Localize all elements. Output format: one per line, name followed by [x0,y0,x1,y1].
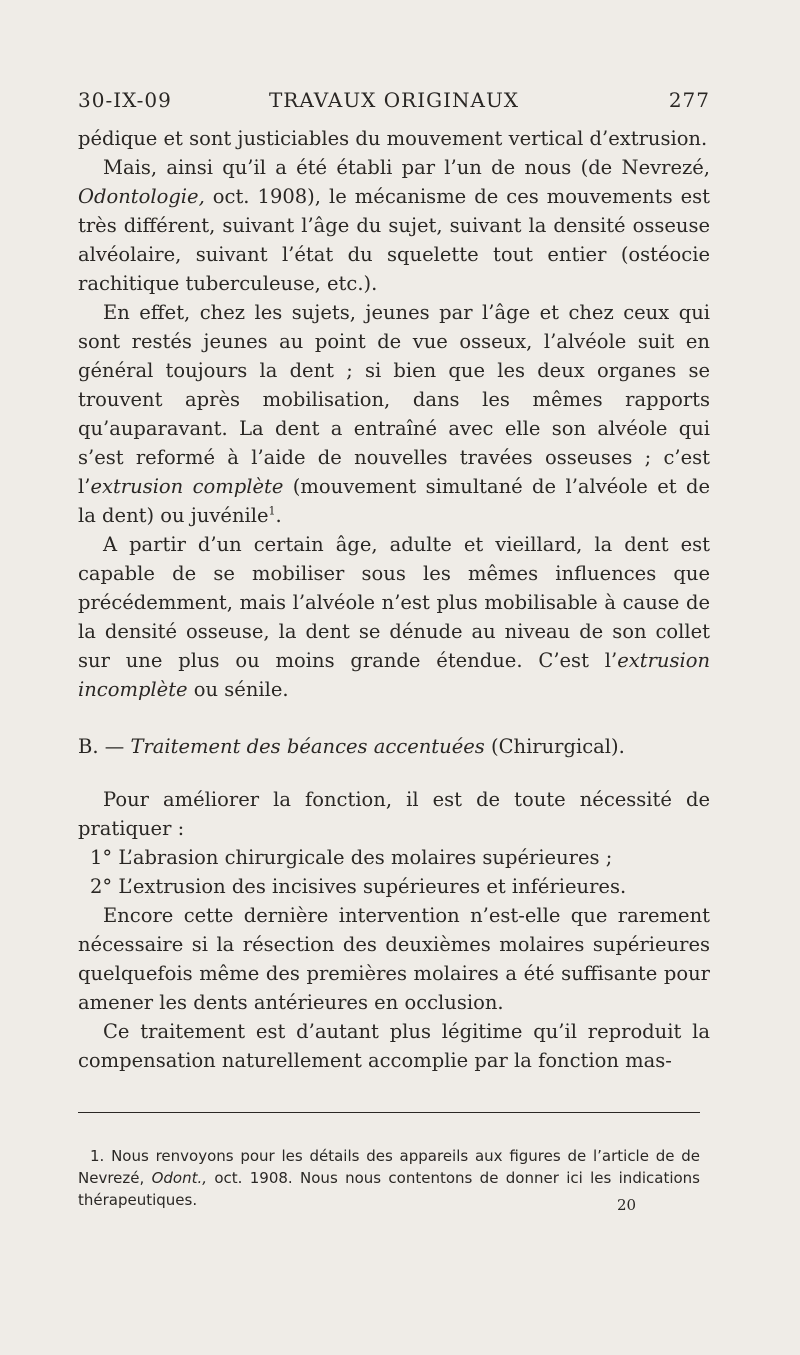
signature-mark: 20 [617,1196,637,1214]
paragraph-2-text-b: oct. 1908), le mécanisme de ces mouvements est très différent, suivant l’âge du sujet, suivant la densité osseuse alvéolaire, suivant l’état du squelette tout entier (ostéocie rachitique tuberculeuse, etc.). [78,185,710,295]
running-header [78,88,710,118]
paragraph-3-text-c: . [275,504,282,527]
section-heading-label: B. — [78,735,131,758]
main-text [78,124,710,1075]
paragraph-5: Pour améliorer la fonction, il est de toute nécessité de pratiquer : [78,788,710,840]
paragraph-1: pédique et sont justiciables du mouvement vertical d’extrusion. [78,127,708,150]
section-heading-suffix: (Chirurgical). [484,735,625,758]
footnote-journal: Odont., [151,1169,208,1187]
list-item-2: 2° L’extrusion des incisives supérieures et inférieures. [90,875,627,898]
paragraph-7: Ce traitement est d’autant plus légitime qu’il reproduit la compensation naturellement accomplie par la fonction mas- [78,1020,710,1072]
section-heading [78,732,710,761]
paragraph-3-term: extrusion complète [90,475,284,498]
paragraph-4-text-b: ou sénile. [187,678,289,701]
paragraph-4-term: extrusion incomplète [78,649,710,701]
paragraph-6: Encore cette dernière intervention n’est-elle que rarement nécessaire si la résection des deuxièmes molaires supérieures quelquefois même des premières molaires a été suffisante pour amener les dents antérieures en occlusion. [78,904,710,1014]
footnote-text-a: 1. Nous renvoyons pour les détails des appareils aux figures de l’article de de Nevrezé, [78,1147,700,1187]
section-heading-title: Traitement des béances accentuées [130,735,485,758]
header-date: 30-IX-09 [78,88,172,112]
paragraph-4-text-a: A partir d’un certain âge, adulte et vieillard, la dent est capable de se mobiliser sous les mêmes influences que précédemment, mais l’alvéole n’est plus mobilisable à cause de la densité osseuse, la dent se dénude au niveau de son collet sur une plus ou moins grande étendue. C’est l’ [78,533,710,672]
footnote-reference: 1 [268,504,276,518]
paragraph-4 [78,530,710,704]
footnote [78,1145,700,1211]
header-title: TRAVAUX ORIGINAUX [268,88,520,112]
paragraph-2-journal: Odontologie, [78,185,205,208]
list-item-1: 1° L’abrasion chirurgicale des molaires supérieures ; [90,846,613,869]
footnote-text-b: oct. 1908. Nous nous contentons de donner ici les indications thérapeutiques. [78,1169,700,1209]
footnote-divider [78,1112,700,1113]
paragraph-3 [78,298,710,530]
paragraph-3-text-b: (mouvement simultané de l’alvéole et de la dent) ou juvénile [78,475,710,527]
paragraph-2-text-a: Mais, ainsi qu’il a été établi par l’un de nous (de Nevrezé, [103,156,710,179]
paragraph-3-text-a: En effet, chez les sujets, jeunes par l’âge et chez ceux qui sont restés jeunes au point de vue osseux, l’alvéole suit en général toujours la dent ; si bien que les deux organes se trouvent après mobilisation, dans les mêmes rapports qu’auparavant. La dent a entraîné avec elle son alvéole qui s’est reformé à l’aide de nouvelles travées osseuses ; c’est l’ [78,301,710,498]
page-number: 277 [668,88,710,112]
paragraph-2 [78,153,710,298]
